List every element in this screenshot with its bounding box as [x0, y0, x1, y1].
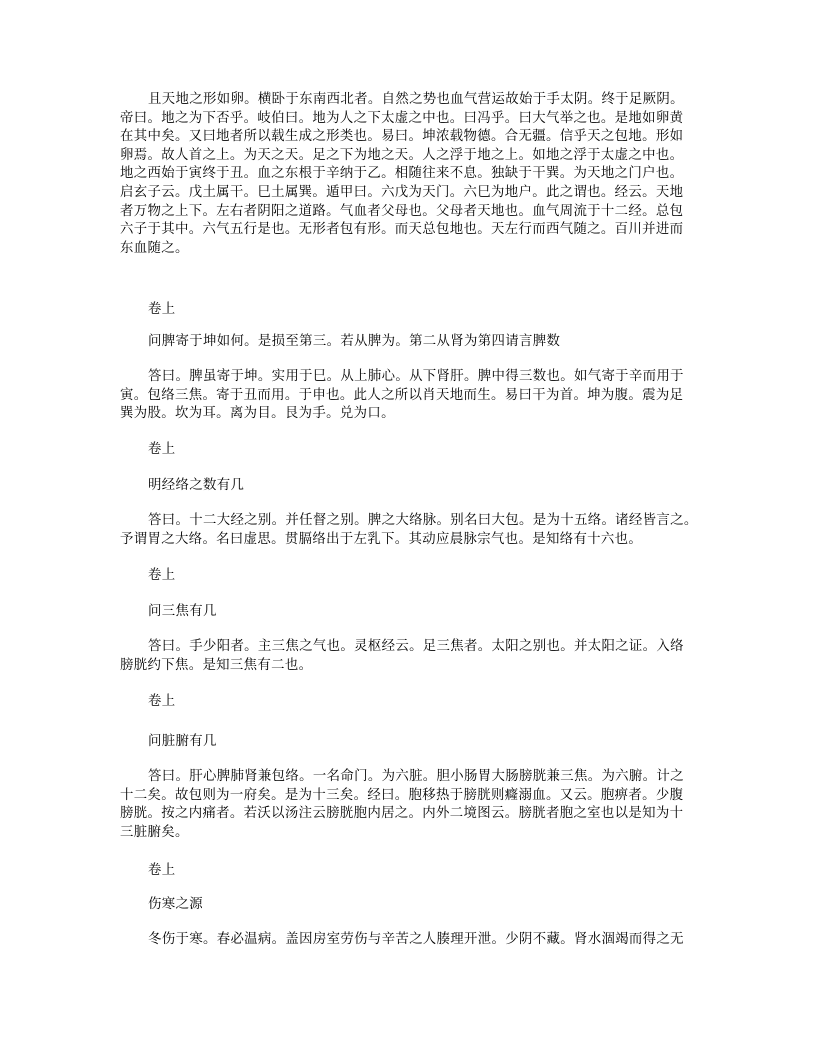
paragraph-line: 地之西始于寅终于丑。血之东根于辛纳于乙。相随往来不息。独缺于干巽。为天地之门户也。 [120, 166, 684, 182]
question-heading: 问三焦有几 [148, 604, 217, 619]
paragraph-line: 冬伤于寒。春必温病。盖因房室劳伤与辛苦之人腠理开泄。少阴不藏。肾水涸竭而得之无 [148, 932, 684, 947]
paragraph-line: 寅。包络三焦。寄于丑而用。于申也。此人之所以肖天地而生。易曰干为首。坤为腹。震为足 [120, 387, 684, 403]
answer-paragraph [120, 768, 710, 842]
paragraph-line: 者万物之上下。左右者阴阳之道路。气血者父母也。父母者天地也。血气周流于十二经。总包 [120, 203, 684, 219]
question-heading: 问脏腑有几 [148, 734, 217, 749]
volume-heading: 卷上 [148, 302, 176, 317]
paragraph-line: 十二矣。故包则为一府矣。是为十三矣。经曰。胞移热于膀胱则癃溺血。又云。胞痹者。少腹 [120, 787, 684, 803]
paragraph-line: 且天地之形如卵。横卧于东南西北者。自然之势也血气营运故始于手太阴。终于足厥阴。 [148, 92, 684, 107]
paragraph-line: 答曰。脾虽寄于坤。实用于巳。从上肺心。从下肾肝。脾中得三数也。如气寄于辛而用于 [148, 369, 684, 384]
question-heading: 问脾寄于坤如何。是损至第三。若从脾为。第二从肾为第四请言脾数 [148, 334, 561, 349]
paragraph-line: 卵焉。故人首之上。为天之天。足之下为地之天。人之浮于地之上。如地之浮于太虚之中也。 [120, 147, 684, 163]
paragraph-line: 东血随之。 [120, 240, 189, 256]
paragraph-line: 答曰。十二大经之别。并任督之别。脾之大络脉。别名曰大包。是为十五络。诸经皆言之。 [148, 513, 698, 528]
paragraph-line: 答曰。手少阳者。主三焦之气也。灵枢经云。足三焦者。太阳之别也。并太阳之证。入络 [148, 639, 684, 654]
paragraph-line: 在其中矣。又曰地者所以载生成之形类也。易曰。坤浓载物德。合无疆。信乎天之包地。形如 [120, 129, 684, 145]
question-heading: 伤寒之源 [148, 897, 203, 912]
paragraph-line: 巽为股。坎为耳。离为目。艮为手。兑为口。 [120, 406, 395, 422]
answer-paragraph [120, 368, 710, 424]
paragraph-line: 三脏腑矣。 [120, 824, 189, 840]
answer-paragraph [120, 512, 710, 549]
opening-paragraph [120, 91, 710, 258]
paragraph-line: 帝曰。地之为下否乎。岐伯曰。地为人之下太虚之中也。曰冯乎。曰大气举之也。是地如卵黄 [120, 110, 684, 126]
answer-paragraph [120, 638, 710, 675]
paragraph-line: 予谓胃之大络。名曰虚思。贯膈络出于左乳下。其动应晨脉宗气也。是知络有十六也。 [120, 531, 643, 547]
paragraph-line: 六子于其中。六气五行是也。无形者包有形。而天总包地也。天左行而西气随之。百川并进而 [120, 222, 684, 238]
volume-heading: 卷上 [148, 863, 176, 878]
answer-paragraph [120, 931, 710, 950]
question-heading: 明经络之数有几 [148, 478, 245, 493]
paragraph-line: 膀胱。按之内痛者。若沃以汤注云膀胱胞内居之。内外二境图云。膀胱者胞之室也以是知为十 [120, 806, 684, 822]
paragraph-line: 膀胱约下焦。是知三焦有二也。 [120, 657, 313, 673]
paragraph-line: 启玄子云。戊土属干。巳土属巽。遁甲曰。六戊为天门。六巳为地户。此之谓也。经云。天地 [120, 184, 684, 200]
volume-heading: 卷上 [148, 442, 176, 457]
volume-heading: 卷上 [148, 568, 176, 583]
volume-heading: 卷上 [148, 694, 176, 709]
paragraph-line: 答曰。肝心脾肺肾兼包络。一名命门。为六脏。胆小肠胃大肠膀胱兼三焦。为六腑。计之 [148, 769, 684, 784]
